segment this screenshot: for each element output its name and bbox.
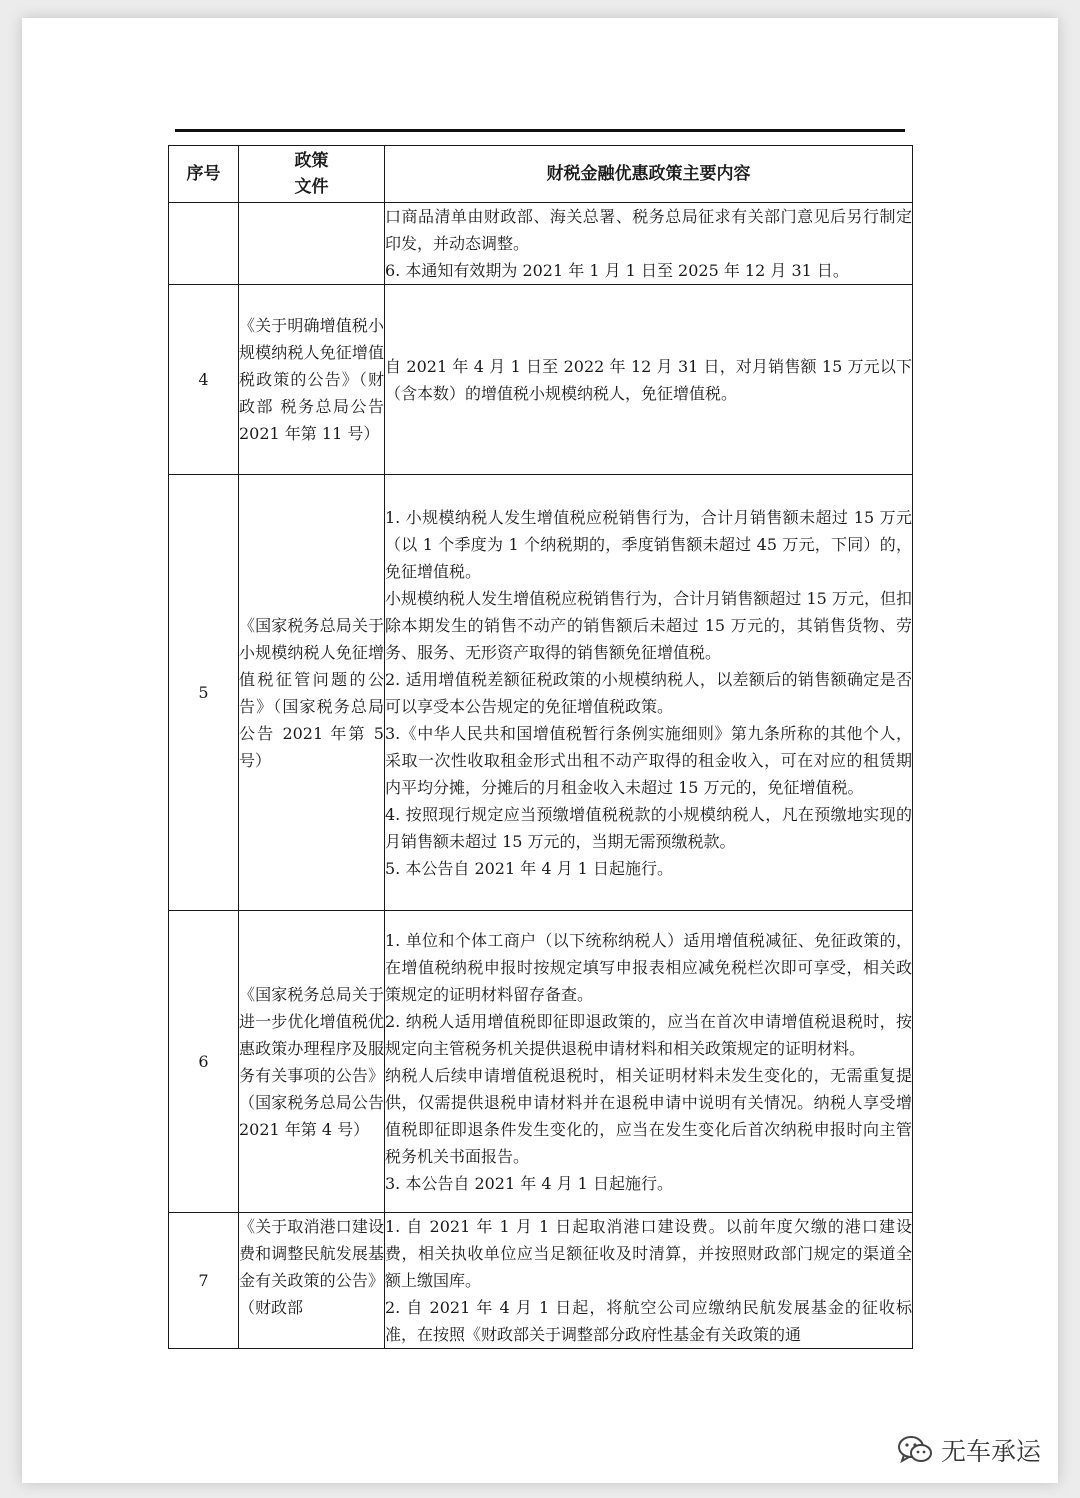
table-row bbox=[169, 285, 913, 475]
content-paragraph: 3. 本公告自 2021 年 4 月 1 日起施行。 bbox=[385, 1173, 673, 1193]
content-paragraph: 小规模纳税人发生增值税应税销售行为，合计月销售额超过 15 万元，但扣除本期发生的销售不动产的销售额后未超过 15 万元的，其销售货物、劳务、服务、无形资产取得的销售额免征增值税。 bbox=[385, 588, 912, 662]
row-number: 7 bbox=[169, 1213, 239, 1349]
table-row bbox=[169, 1213, 913, 1349]
content-paragraph: 4. 按照现行规定应当预缴增值税税款的小规模纳税人，凡在预缴地实现的月销售额未超过 15 万元的，当期无需预缴税款。 bbox=[385, 804, 912, 851]
policy-document: 《国家税务总局关于进一步优化增值税优惠政策办理程序及服务有关事项的公告》（国家税务总局公告 2021 年第 4 号） bbox=[239, 911, 385, 1213]
header-no: 序号 bbox=[169, 146, 239, 203]
policy-content bbox=[385, 911, 913, 1213]
policy-document: 《关于取消港口建设费和调整民航发展基金有关政策的公告》（财政部 bbox=[239, 1213, 385, 1349]
content-paragraph: 5. 本公告自 2021 年 4 月 1 日起施行。 bbox=[385, 858, 673, 878]
policy-content bbox=[385, 475, 913, 911]
content-paragraph: 6. 本通知有效期为 2021 年 1 月 1 日至 2025 年 12 月 31 日。 bbox=[385, 261, 849, 280]
row-number bbox=[169, 203, 239, 285]
content-paragraph: 口商品清单由财政部、海关总署、税务总局征求有关部门意见后另行制定印发，并动态调整。 bbox=[385, 207, 912, 253]
header-doc: 政策 文件 bbox=[239, 146, 385, 203]
row-number: 5 bbox=[169, 475, 239, 911]
content-paragraph: 2. 纳税人适用增值税即征即退政策的，应当在首次申请增值税退税时，按规定向主管税务机关提供退税申请材料和相关政策规定的证明材料。 bbox=[385, 1011, 912, 1058]
policy-document: 《国家税务总局关于小规模纳税人免征增值税征管问题的公告》（国家税务总局公告 2021 年第 5 号） bbox=[239, 475, 385, 911]
content-paragraph: 2. 自 2021 年 4 月 1 日起，将航空公司应缴纳民航发展基金的征收标准，在按照《财政部关于调整部分政府性基金有关政策的通 bbox=[385, 1298, 912, 1344]
header-rule bbox=[175, 129, 905, 132]
policy-content bbox=[385, 203, 913, 285]
header-content: 财税金融优惠政策主要内容 bbox=[385, 146, 913, 203]
content-paragraph: 1. 单位和个体工商户（以下统称纳税人）适用增值税减征、免征政策的，在增值税纳税申报时按规定填写申报表相应减免税栏次即可享受，相关政策规定的证明材料留存备查。 bbox=[385, 930, 912, 1004]
policy-document: 《关于明确增值税小规模纳税人免征增值税政策的公告》（财政部 税务总局公告 2021 年第 11 号） bbox=[239, 285, 385, 475]
row-number: 6 bbox=[169, 911, 239, 1213]
watermark-text: 无车承运 bbox=[941, 1437, 1042, 1466]
table-row bbox=[169, 475, 913, 911]
content-paragraph: 自 2021 年 4 月 1 日至 2022 年 12 月 31 日，对月销售额 15 万元以下（含本数）的增值税小规模纳税人，免征增值税。 bbox=[385, 356, 912, 403]
content-paragraph: 1. 小规模纳税人发生增值税应税销售行为，合计月销售额未超过 15 万元（以 1 个季度为 1 个纳税期的，季度销售额未超过 45 万元，下同）的，免征增值税。 bbox=[385, 507, 912, 581]
wechat-icon bbox=[897, 1434, 933, 1466]
content-paragraph: 3.《中华人民共和国增值税暂行条例实施细则》第九条所称的其他个人，采取一次性收取租金形式出租不动产取得的租金收入，可在对应的租赁期内平均分摊，分摊后的月租金收入未超过 15 万元的，免征增值税。 bbox=[385, 723, 912, 797]
watermark bbox=[897, 1430, 1041, 1470]
policy-content bbox=[385, 1213, 913, 1349]
policy-table bbox=[168, 145, 913, 1349]
policy-document bbox=[239, 203, 385, 285]
table-row bbox=[169, 203, 913, 285]
table-row bbox=[169, 911, 913, 1213]
content-paragraph: 1. 自 2021 年 1 月 1 日起取消港口建设费。以前年度欠缴的港口建设费，相关执收单位应当足额征收及时清算，并按照财政部门规定的渠道全额上缴国库。 bbox=[385, 1217, 912, 1290]
policy-content bbox=[385, 285, 913, 475]
row-number: 4 bbox=[169, 285, 239, 475]
content-paragraph: 2. 适用增值税差额征税政策的小规模纳税人，以差额后的销售额确定是否可以享受本公告规定的免征增值税政策。 bbox=[385, 669, 912, 716]
table-header-row bbox=[169, 146, 913, 203]
content-paragraph: 纳税人后续申请增值税退税时，相关证明材料未发生变化的，无需重复提供，仅需提供退税申请材料并在退税申请中说明有关情况。纳税人享受增值税即征即退条件发生变化的，应当在发生变化后首次纳税申报时向主管税务机关书面报告。 bbox=[385, 1065, 912, 1166]
